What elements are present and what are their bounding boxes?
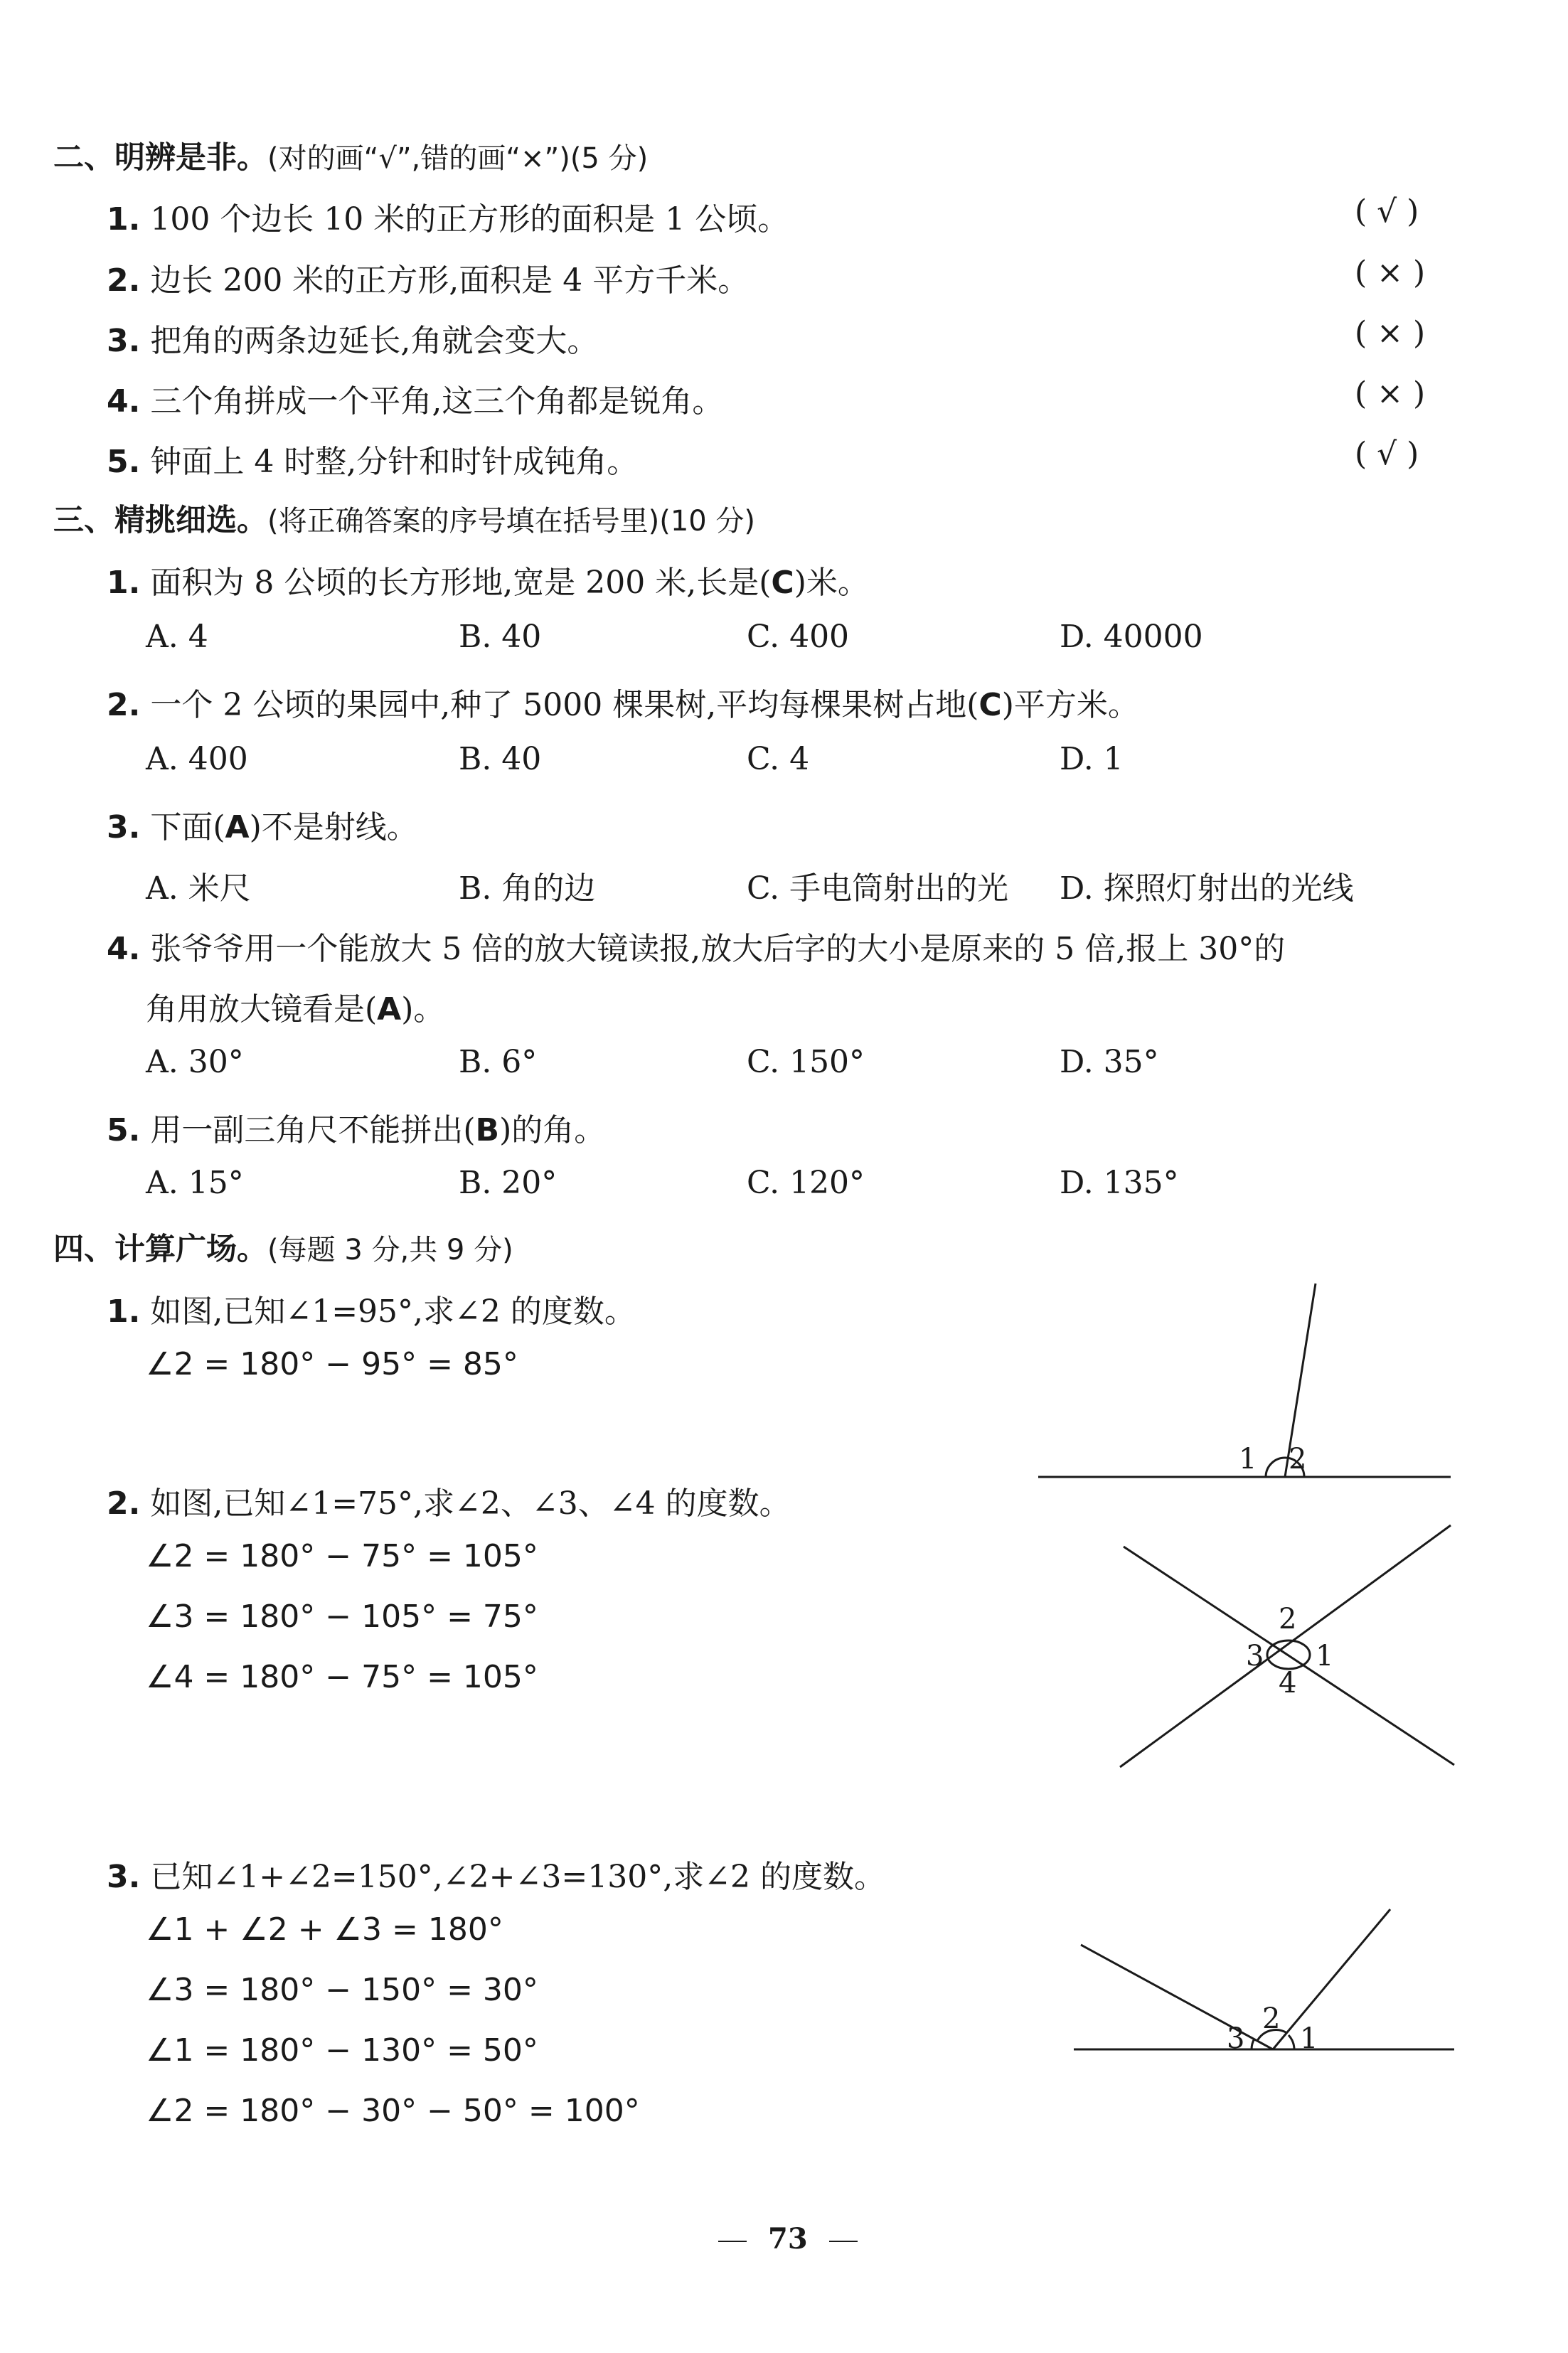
- section-3-note: (将正确答案的序号填在括号里)(10 分): [267, 505, 756, 538]
- footer-dash-right: [829, 2241, 858, 2242]
- question-text-end: )不是射线。: [249, 809, 418, 845]
- option-a: A. 15°: [146, 1165, 244, 1201]
- option-d: D. 40000: [1060, 619, 1203, 655]
- item-text: 100 个边长 10 米的正方形的面积是 1 公顷。: [150, 201, 789, 238]
- work-line: ∠2 = 180° − 75° = 105°: [146, 1538, 538, 1574]
- angle-label-2: 2: [1262, 2002, 1281, 2035]
- judge-item-2: [107, 255, 749, 300]
- page-footer: [718, 2222, 858, 2256]
- judge-item-5: [107, 436, 638, 481]
- question-text: 一个 2 公顷的果园中,种了 5000 棵果树,平均每棵果树占地(: [150, 687, 979, 723]
- question-number: 5.: [107, 1112, 141, 1148]
- work-line: ∠4 = 180° − 75° = 105°: [146, 1659, 538, 1695]
- question-number: 3.: [107, 809, 141, 845]
- judge-item-1: [107, 193, 789, 239]
- calc-problem-2: [107, 1478, 791, 1523]
- work-line: ∠1 = 180° − 130° = 50°: [146, 2032, 538, 2069]
- question-text: 下面(: [150, 809, 225, 845]
- option-b: B. 40: [459, 741, 542, 777]
- judge-mark-1: ( √ ): [1355, 193, 1419, 230]
- option-b: B. 角的边: [459, 870, 596, 907]
- answer-letter: B: [475, 1112, 500, 1148]
- work-line: ∠3 = 180° − 105° = 75°: [146, 1599, 538, 1635]
- angle-label-4: 4: [1279, 1667, 1297, 1700]
- judge-item-4: [107, 375, 723, 421]
- question-text-end: )的角。: [499, 1112, 606, 1148]
- option-a: A. 30°: [146, 1044, 244, 1080]
- answer-letter: C: [771, 565, 794, 601]
- item-number: 1.: [107, 201, 141, 238]
- item-text: 钟面上 4 时整,分针和时针成钝角。: [150, 444, 639, 480]
- option-d: D. 135°: [1060, 1165, 1179, 1201]
- question-text-end: )米。: [794, 565, 869, 601]
- work-line: ∠1 + ∠2 + ∠3 = 180°: [146, 1911, 503, 1948]
- option-a: A. 4: [146, 619, 208, 655]
- angle-label-1: 1: [1300, 2022, 1318, 2055]
- problem-number: 3.: [107, 1859, 141, 1895]
- section-2-note: (对的画“√”,错的画“×”)(5 分): [267, 142, 649, 175]
- option-c: C. 4: [747, 741, 810, 777]
- section-2-title: 二、明辨是非。: [53, 140, 267, 176]
- option-d: D. 1: [1060, 741, 1124, 777]
- angle-label-1: 1: [1316, 1640, 1334, 1672]
- figure-1-angles: [1038, 1276, 1458, 1490]
- angle-label-3: 3: [1227, 2022, 1245, 2055]
- question-text: 用一副三角尺不能拼出(: [150, 1112, 476, 1148]
- angle-label-2: 2: [1279, 1603, 1297, 1636]
- option-b: B. 40: [459, 619, 542, 655]
- judge-item-3: [107, 315, 598, 361]
- item-number: 4.: [107, 383, 141, 420]
- question-number: 2.: [107, 687, 141, 723]
- problem-number: 1.: [107, 1293, 141, 1330]
- work-line: ∠3 = 180° − 150° = 30°: [146, 1972, 538, 2008]
- calc-problem-3: [107, 1851, 885, 1896]
- work-line: ∠2 = 180° − 30° − 50° = 100°: [146, 2093, 640, 2129]
- question-text-end: )。: [401, 991, 445, 1028]
- option-b: B. 20°: [459, 1165, 558, 1201]
- option-c: C. 150°: [747, 1044, 865, 1080]
- option-d: D. 探照灯射出的光线: [1060, 870, 1354, 907]
- choice-question-5: [107, 1104, 605, 1150]
- item-number: 2.: [107, 262, 141, 299]
- item-number: 3.: [107, 323, 141, 359]
- section-4-heading: [53, 1225, 513, 1269]
- option-a: A. 400: [146, 741, 248, 777]
- work-line: ∠2 = 180° − 95° = 85°: [146, 1346, 518, 1382]
- right-ray: [1273, 1909, 1390, 2049]
- option-c: C. 手电筒射出的光: [747, 870, 1009, 907]
- problem-text: 如图,已知∠1=75°,求∠2、∠3、∠4 的度数。: [150, 1485, 791, 1522]
- option-c: C. 120°: [747, 1165, 865, 1201]
- answer-letter: A: [225, 809, 250, 845]
- problem-text: 如图,已知∠1=95°,求∠2 的度数。: [150, 1293, 636, 1330]
- choice-question-2: [107, 679, 1139, 725]
- question-number: 1.: [107, 565, 141, 601]
- section-3-heading: [53, 496, 755, 540]
- judge-mark-5: ( √ ): [1355, 436, 1419, 472]
- section-2-heading: [53, 134, 648, 177]
- question-number: 4.: [107, 931, 141, 967]
- problem-number: 2.: [107, 1485, 141, 1522]
- question-text: 角用放大镜看是(: [146, 991, 378, 1028]
- angle-label-3: 3: [1246, 1640, 1264, 1672]
- option-d: D. 35°: [1060, 1044, 1159, 1080]
- choice-question-4: [107, 923, 1285, 969]
- figure-3-angles: [1074, 1906, 1458, 2062]
- section-4-note: (每题 3 分,共 9 分): [267, 1234, 513, 1266]
- calc-problem-1: [107, 1286, 636, 1331]
- item-text: 把角的两条边延长,角就会变大。: [150, 323, 599, 359]
- answer-letter: A: [377, 991, 402, 1028]
- item-text: 边长 200 米的正方形,面积是 4 平方千米。: [150, 262, 750, 299]
- angle-arc-3: [1252, 2039, 1254, 2049]
- item-text: 三个角拼成一个平角,这三个角都是锐角。: [150, 383, 724, 420]
- line-a: [1124, 1547, 1454, 1765]
- judge-mark-3: ( × ): [1355, 315, 1426, 351]
- choice-question-1: [107, 557, 869, 602]
- choice-question-4-line-2: [146, 983, 444, 1029]
- judge-mark-2: ( × ): [1355, 255, 1426, 291]
- choice-question-3: [107, 801, 418, 847]
- judge-mark-4: ( × ): [1355, 375, 1426, 412]
- figure-2-intersecting-lines: [1116, 1522, 1458, 1778]
- angle-arc-1: [1289, 2035, 1294, 2049]
- answer-letter: C: [978, 687, 1002, 723]
- item-number: 5.: [107, 444, 141, 480]
- section-4-title: 四、计算广场。: [53, 1232, 267, 1267]
- option-a: A. 米尺: [146, 870, 251, 907]
- option-b: B. 6°: [459, 1044, 538, 1080]
- question-text-end: )平方米。: [1001, 687, 1139, 723]
- page-number: 73: [768, 2222, 808, 2256]
- angle-label-2: 2: [1289, 1443, 1307, 1476]
- footer-dash-left: [718, 2241, 747, 2242]
- question-text: 张爷爷用一个能放大 5 倍的放大镜读报,放大后字的大小是原来的 5 倍,报上 30°的: [150, 931, 1286, 967]
- question-text: 面积为 8 公顷的长方形地,宽是 200 米,长是(: [150, 565, 772, 601]
- section-3-title: 三、精挑细选。: [53, 503, 267, 538]
- problem-text: 已知∠1+∠2=150°,∠2+∠3=130°,求∠2 的度数。: [150, 1859, 886, 1895]
- angle-label-1: 1: [1239, 1443, 1257, 1476]
- option-c: C. 400: [747, 619, 850, 655]
